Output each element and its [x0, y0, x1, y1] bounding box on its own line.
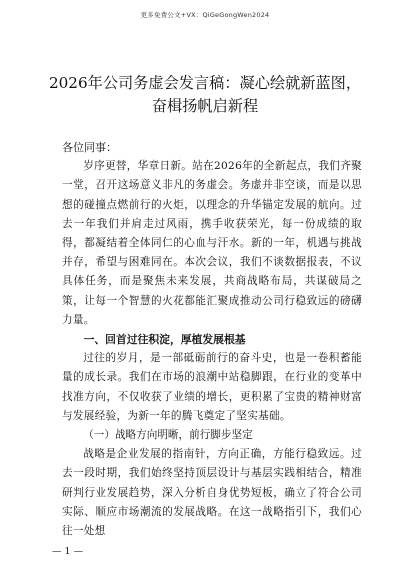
- salutation: 各位同事：: [62, 141, 117, 154]
- document-title: 2026年公司务虚会发言稿：凝心绘就新蓝图，奋楫扬帆启新程: [48, 74, 362, 115]
- document-body: [62, 138, 362, 541]
- subsection-heading: （一）战略方向明晰，前行脚步坚定: [83, 429, 253, 442]
- strategy-paragraph: 战略是企业发展的指南针，方向正确，方能行稳致远。过去一段时期，我们始终坚持顶层设计与基层实践相结合，精准研判行业发展趋势，深入分析自身优势短板，确立了符合公司实际、顺应市场潮流的发展战略。在这一战略指引下，我们心往一处想: [62, 448, 362, 538]
- page-number: — 1 —: [52, 546, 84, 557]
- header-note: 更多免费公文+VX：QiGeGongWen2024: [140, 11, 270, 19]
- section-intro-paragraph: 过往的岁月，是一部砥砺前行的奋斗史，也是一卷积蓄能量的成长录。我们在市场的浪潮中站稳脚跟，在行业的变革中找准方向，不仅收获了业绩的增长，更积累了宝贵的精神财富与发展经验，为新一年的腾飞奠定了坚实基础。: [62, 352, 362, 422]
- opening-paragraph: 岁序更替，华章日新。站在2026年的全新起点，我们齐聚一堂，召开这场意义非凡的务虚会。务虚并非空谈，而是以思想的碰撞点燃前行的火炬，以理念的升华锚定发展的航向。过去一年我们并肩走过风雨，携手收获荣光，每一份成绩的取得，都凝结着全体同仁的心血与汗水。新的一年，机遇与挑战并存，希望与困难同在。本次会议，我们不谈数据报表，不议具体任务，而是聚焦未来发展，共商战略布局，共谋破局之策，让每一个智慧的火花都能汇聚成推动公司行稳致远的磅礴力量。: [62, 160, 362, 326]
- section-heading: 一、回首过往积淀，厚植发展根基: [83, 333, 246, 347]
